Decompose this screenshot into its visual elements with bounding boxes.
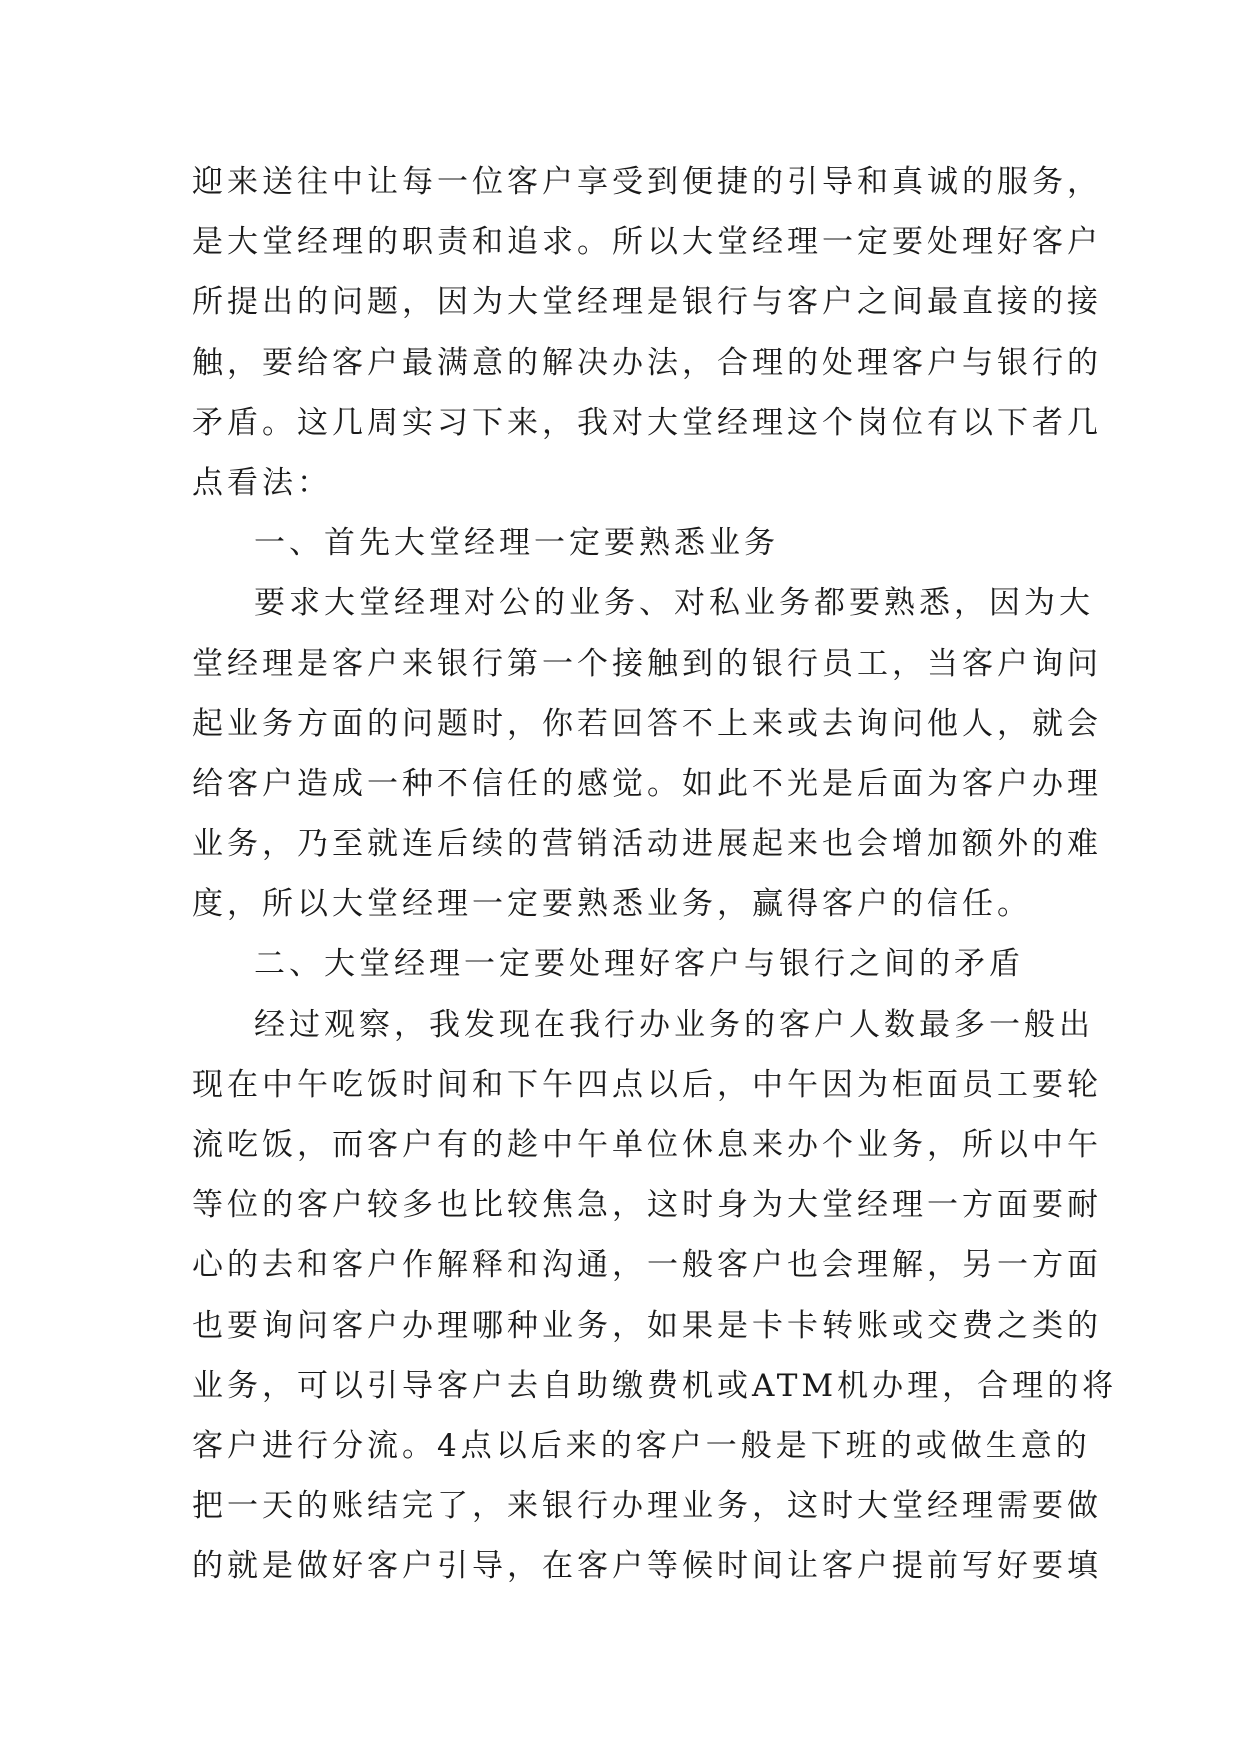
text-line: 度，所以大堂经理一定要熟悉业务，赢得客户的信任。 — [192, 886, 1032, 923]
text-line: 把一天的账结完了，来银行办理业务，这时大堂经理需要做 — [192, 1488, 1102, 1525]
section-heading: 一、首先大堂经理一定要熟悉业务 — [254, 525, 779, 562]
text-line: 的就是做好客户引导，在客户等候时间让客户提前写好要填 — [192, 1548, 1102, 1585]
document-body — [192, 152, 1118, 1597]
text-line: 现在中午吃饭时间和下午四点以后，中午因为柜面员工要轮 — [192, 1066, 1102, 1103]
text-line: 客户进行分流。4点以后来的客户一般是下班的或做生意的 — [192, 1427, 1091, 1464]
text-line: 矛盾。这几周实习下来，我对大堂经理这个岗位有以下者几 — [192, 404, 1102, 441]
text-line: 业务，乃至就连后续的营销活动进展起来也会增加额外的难 — [192, 826, 1102, 863]
text-line: 心的去和客户作解释和沟通，一般客户也会理解，另一方面 — [192, 1247, 1102, 1284]
text-line: 要求大堂经理对公的业务、对私业务都要熟悉，因为大 — [254, 585, 1094, 622]
section-heading: 二、大堂经理一定要处理好客户与银行之间的矛盾 — [254, 946, 1024, 983]
text-line: 迎来送往中让每一位客户享受到便捷的引导和真诚的服务， — [192, 164, 1102, 200]
text-line: 所提出的问题，因为大堂经理是银行与客户之间最直接的接 — [192, 284, 1102, 321]
text-line: 是大堂经理的职责和追求。所以大堂经理一定要处理好客户 — [192, 224, 1102, 261]
text-line: 触，要给客户最满意的解决办法，合理的处理客户与银行的 — [192, 344, 1102, 381]
text-line: 业务，可以引导客户去自助缴费机或ATM机办理，合理的将 — [192, 1367, 1118, 1404]
text-line: 经过观察，我发现在我行办业务的客户人数最多一般出 — [254, 1006, 1094, 1043]
text-line: 堂经理是客户来银行第一个接触到的银行员工，当客户询问 — [192, 645, 1102, 682]
text-line: 给客户造成一种不信任的感觉。如此不光是后面为客户办理 — [192, 765, 1102, 802]
text-line: 也要询问客户办理哪种业务，如果是卡卡转账或交费之类的 — [192, 1307, 1102, 1344]
text-line: 流吃饭，而客户有的趁中午单位休息来办个业务，所以中午 — [192, 1127, 1102, 1163]
text-line: 点看法： — [192, 464, 332, 501]
text-line: 起业务方面的问题时，你若回答不上来或去询问他人，就会 — [192, 705, 1102, 742]
text-line: 等位的客户较多也比较焦急，这时身为大堂经理一方面要耐 — [192, 1187, 1102, 1224]
